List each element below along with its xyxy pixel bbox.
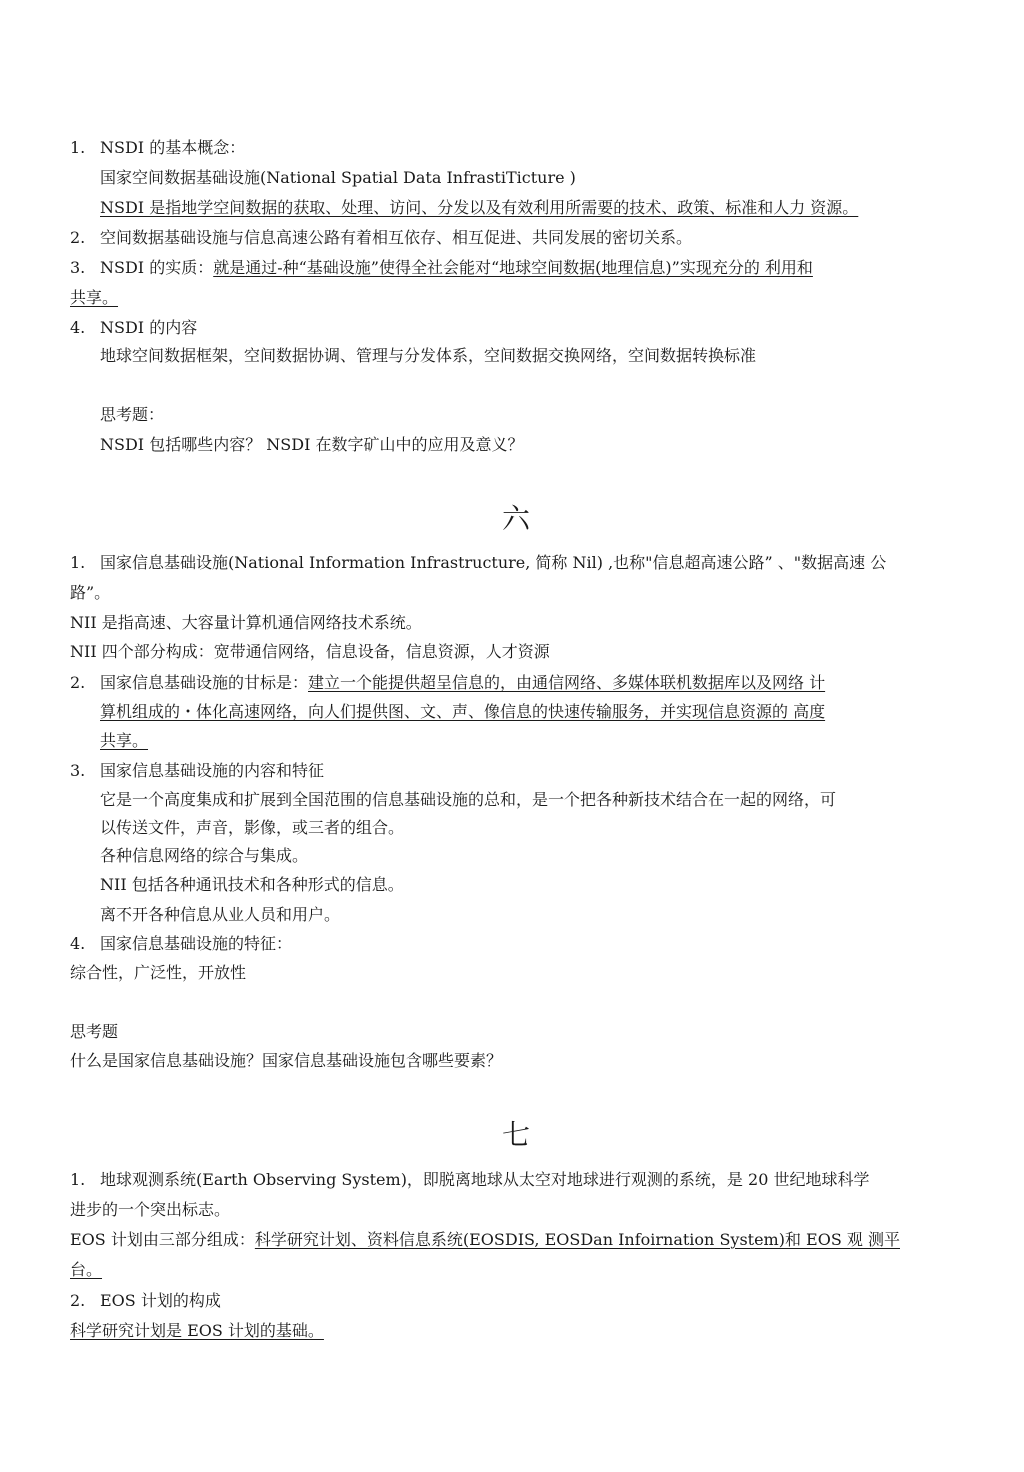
underlined-text: 科学研究计划、资料信息系统(EOSDIS, EOSDan Infoirnation System)和 EOS 观 测平 <box>254 1230 900 1249</box>
s7-item-2-text: 科学研究计划是 EOS 计划的基础。 <box>70 1321 324 1340</box>
s7-eos-components-cont: 台。 <box>70 1260 103 1279</box>
item-title: 国家信息基础设施的特征： <box>100 934 293 953</box>
item-title: NSDI 的基本概念： <box>100 138 246 157</box>
item-number: 2. <box>70 673 86 692</box>
item-prefix: 国家信息基础设施的甘标是： <box>100 673 309 692</box>
s6-item-3-line-5: 离不开各种信息从业人员和用户。 <box>100 905 341 924</box>
s6-item-4 <box>70 933 292 955</box>
s6-item-3-line-3: 各种信息网络的综合与集成。 <box>100 846 309 865</box>
s7-item-1-cont: 进步的一个突出标志。 <box>70 1200 231 1219</box>
section-heading-7: 七 <box>501 1118 530 1151</box>
section-heading-6: 六 <box>501 502 530 535</box>
s5-item-1 <box>70 137 245 159</box>
s6-nii-components: NII 四个部分构成：宽带通信网络，信息设备，信息资源，人才资源 <box>70 642 550 661</box>
item-title: EOS 计划的构成 <box>100 1291 221 1310</box>
item-number: 2. <box>70 1291 86 1310</box>
item-text: 国家信息基础设施(National Information Infrastructure, 简称 Nil) ,也称"信息超高速公路” 、"数据高速 公 <box>100 553 887 572</box>
item-prefix: EOS 计划由三部分组成： <box>70 1230 255 1249</box>
underlined-text: 建立一个能提供超呈信息的，由通信网络、多媒体联机数据库以及网络 计 <box>308 673 826 692</box>
s6-item-3 <box>70 760 324 782</box>
item-number: 2. <box>70 228 86 247</box>
s5-item-1-line-1: 国家空间数据基础设施(National Spatial Data InfrastiTicture ) <box>100 168 576 187</box>
s6-item-3-line-2: 以传送文件，声音，影像，或三者的组合。 <box>100 818 405 837</box>
s6-item-2-line-3: 共享。 <box>100 731 149 750</box>
s6-item-3-line-1: 它是一个高度集成和扩展到全国范围的信息基础设施的总和，是一个把各种新技术结合在一起的网络，可 <box>100 790 837 809</box>
s7-eos-components <box>70 1229 900 1251</box>
s6-item-1 <box>70 552 886 574</box>
item-number: 1. <box>70 553 86 572</box>
s6-item-2-line-2: 算机组成的・体化高速网络，向人们提供图、文、声、像信息的快速传输服务，并实现信息资源的 高度 <box>100 702 826 721</box>
s5-item-1-line-2: NSDI 是指地学空间数据的获取、处理、访问、分发以及有效利用所需要的技术、政策、标准和人力 资源。 <box>100 198 859 217</box>
item-number: 1. <box>70 1170 86 1189</box>
item-number: 4. <box>70 318 86 337</box>
s6-item-3-line-4: NII 包括各种通讯技术和各种形式的信息。 <box>100 875 404 894</box>
s7-item-1 <box>70 1169 869 1191</box>
s5-question-text: NSDI 包括哪些内容？ NSDI 在数字矿山中的应用及意义？ <box>100 435 524 454</box>
item-title: 国家信息基础设施的内容和特征 <box>100 761 325 780</box>
s6-question-title: 思考题 <box>70 1022 119 1041</box>
s6-item-1-cont: 路”。 <box>70 583 111 602</box>
s5-item-4-line-1: 地球空间数据框架，空间数据协调、管理与分发体系，空间数据交换网络，空间数据转换标准 <box>100 346 757 365</box>
s7-item-2 <box>70 1290 221 1312</box>
item-number: 3. <box>70 258 86 277</box>
s6-item-2 <box>70 672 825 694</box>
s5-item-4 <box>70 317 197 339</box>
s6-question-text: 什么是国家信息基础设施？国家信息基础设施包含哪些要素？ <box>70 1051 503 1070</box>
item-number: 4. <box>70 934 86 953</box>
s6-nii-definition: NII 是指高速、大容量计算机通信网络技术系统。 <box>70 613 422 632</box>
s5-question-title: 思考题： <box>100 405 165 424</box>
s5-item-2 <box>70 227 692 249</box>
item-text: 地球观测系统(Earth Observing System)，即脱离地球从太空对地球进行观测的系统，是 20 世纪地球科学 <box>100 1170 870 1189</box>
s6-item-4-text: 综合性，广泛性，开放性 <box>70 963 247 982</box>
item-number: 3. <box>70 761 86 780</box>
item-text: 空间数据基础设施与信息高速公路有着相互依存、相互促进、共同发展的密切关系。 <box>100 228 693 247</box>
underlined-text: 就是通过-种“基础设施”使得全社会能对“地球空间数据(地理信息)”实现充分的 利用和 <box>213 258 813 277</box>
item-prefix: NSDI 的实质： <box>100 258 214 277</box>
item-title: NSDI 的内容 <box>100 318 198 337</box>
s5-item-3-cont: 共享。 <box>70 288 119 307</box>
s5-item-3 <box>70 257 813 279</box>
item-number: 1. <box>70 138 86 157</box>
